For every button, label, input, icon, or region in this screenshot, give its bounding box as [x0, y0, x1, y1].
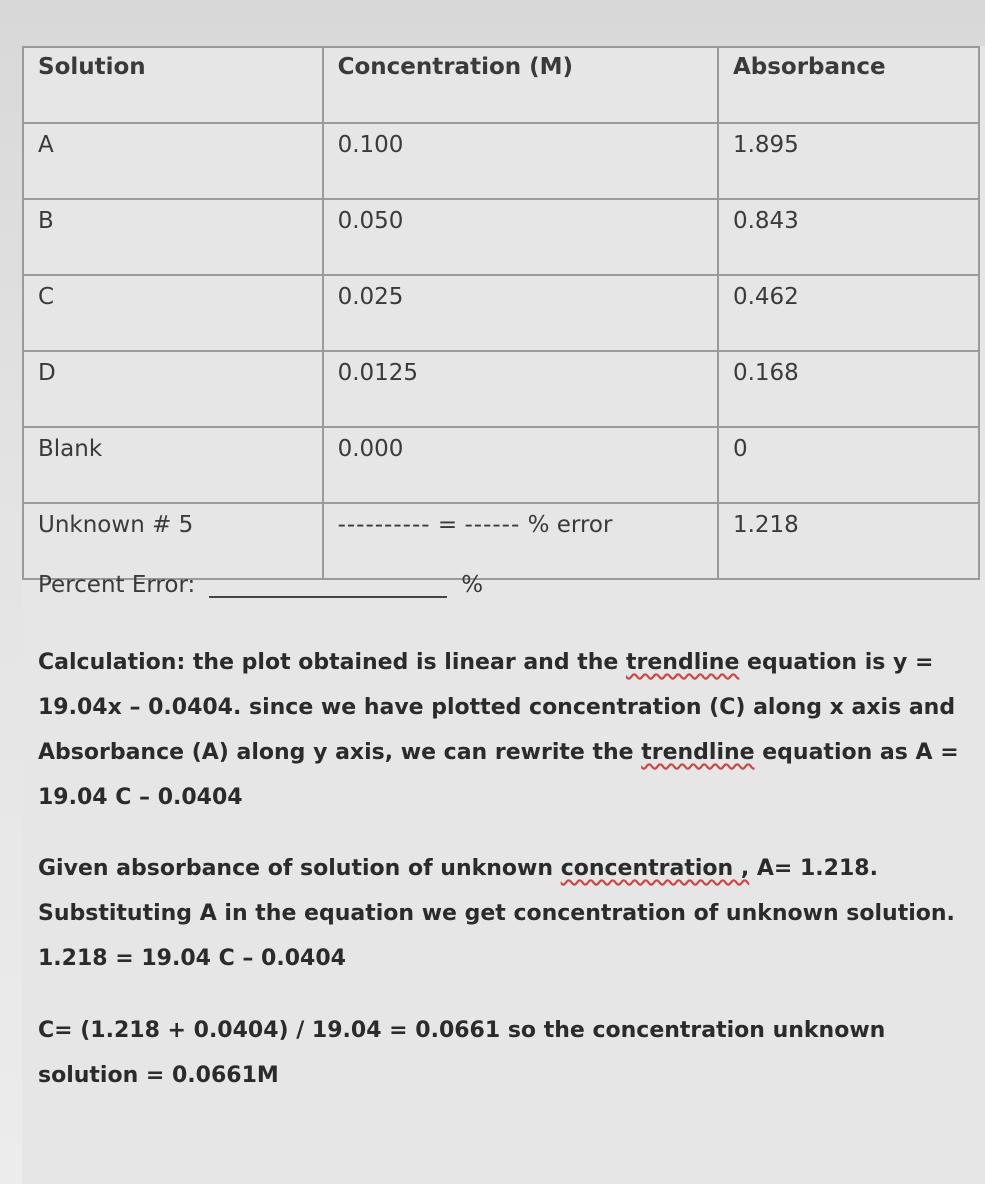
equals-sign: = — [437, 512, 458, 538]
table-row — [23, 351, 979, 427]
cell-concentration: 0.100 — [323, 123, 718, 199]
header-concentration: Concentration (M) — [323, 47, 718, 123]
header-solution: Solution — [23, 47, 323, 123]
error-label: % error — [527, 512, 613, 538]
cell-solution: B — [23, 199, 323, 275]
table-row — [23, 199, 979, 275]
result-paragraph: C= (1.218 + 0.0404) / 19.04 = 0.0661 so the concentration unknown solution = 0.0661M — [38, 1018, 886, 1088]
calc-text: equation as A = 19.04 C – 0.0404 — [38, 740, 959, 810]
cell-concentration: 0.050 — [323, 199, 718, 275]
data-table — [22, 46, 980, 580]
percent-error-blank — [209, 578, 447, 598]
given-text: Given absorbance of solution of unknown — [38, 856, 561, 881]
cell-absorbance: 1.895 — [718, 123, 979, 199]
cell-solution: A — [23, 123, 323, 199]
dashes-right: ------ — [464, 512, 521, 538]
cell-concentration: 0.0125 — [323, 351, 718, 427]
unknown-row — [23, 503, 979, 579]
given-text: A= 1.218. Substituting A in the equation we get concentration of unknown solution. 1.218 = 19.04 C – 0.0404 — [38, 856, 955, 971]
cell-unknown-label: Unknown # 5 — [23, 503, 323, 579]
cell-concentration: 0.025 — [323, 275, 718, 351]
calc-text: equation is y = 19.04x – 0.0404. since we have plotted concentration (C) along x axis and Absorbance (A) along y axis, we can rewrite the — [38, 650, 956, 765]
cell-unknown-absorbance: 1.218 — [718, 503, 979, 579]
table-header-row — [23, 47, 979, 123]
cell-unknown-error — [323, 503, 718, 579]
cell-absorbance: 0 — [718, 427, 979, 503]
table-row — [23, 427, 979, 503]
cell-absorbance: 0.168 — [718, 351, 979, 427]
spellcheck-word: concentration , — [560, 856, 750, 881]
cell-absorbance: 0.462 — [718, 275, 979, 351]
given-paragraph — [38, 846, 978, 981]
worksheet-page — [22, 46, 985, 1184]
percent-error-label: Percent Error: — [38, 572, 196, 598]
table-row — [23, 123, 979, 199]
cell-concentration: 0.000 — [323, 427, 718, 503]
cell-solution: C — [23, 275, 323, 351]
spellcheck-word: trendline — [641, 740, 755, 765]
cell-solution: D — [23, 351, 323, 427]
percent-unit: % — [461, 572, 484, 598]
cell-absorbance: 0.843 — [718, 199, 979, 275]
table-row — [23, 275, 979, 351]
header-absorbance: Absorbance — [718, 47, 979, 123]
spellcheck-word: trendline — [626, 650, 740, 675]
cell-solution: Blank — [23, 427, 323, 503]
dashes-left: ---------- — [337, 512, 431, 538]
calculation-paragraph — [38, 640, 978, 820]
calc-text: Calculation: the plot obtained is linear and the — [38, 650, 626, 675]
percent-error-line — [38, 572, 483, 598]
